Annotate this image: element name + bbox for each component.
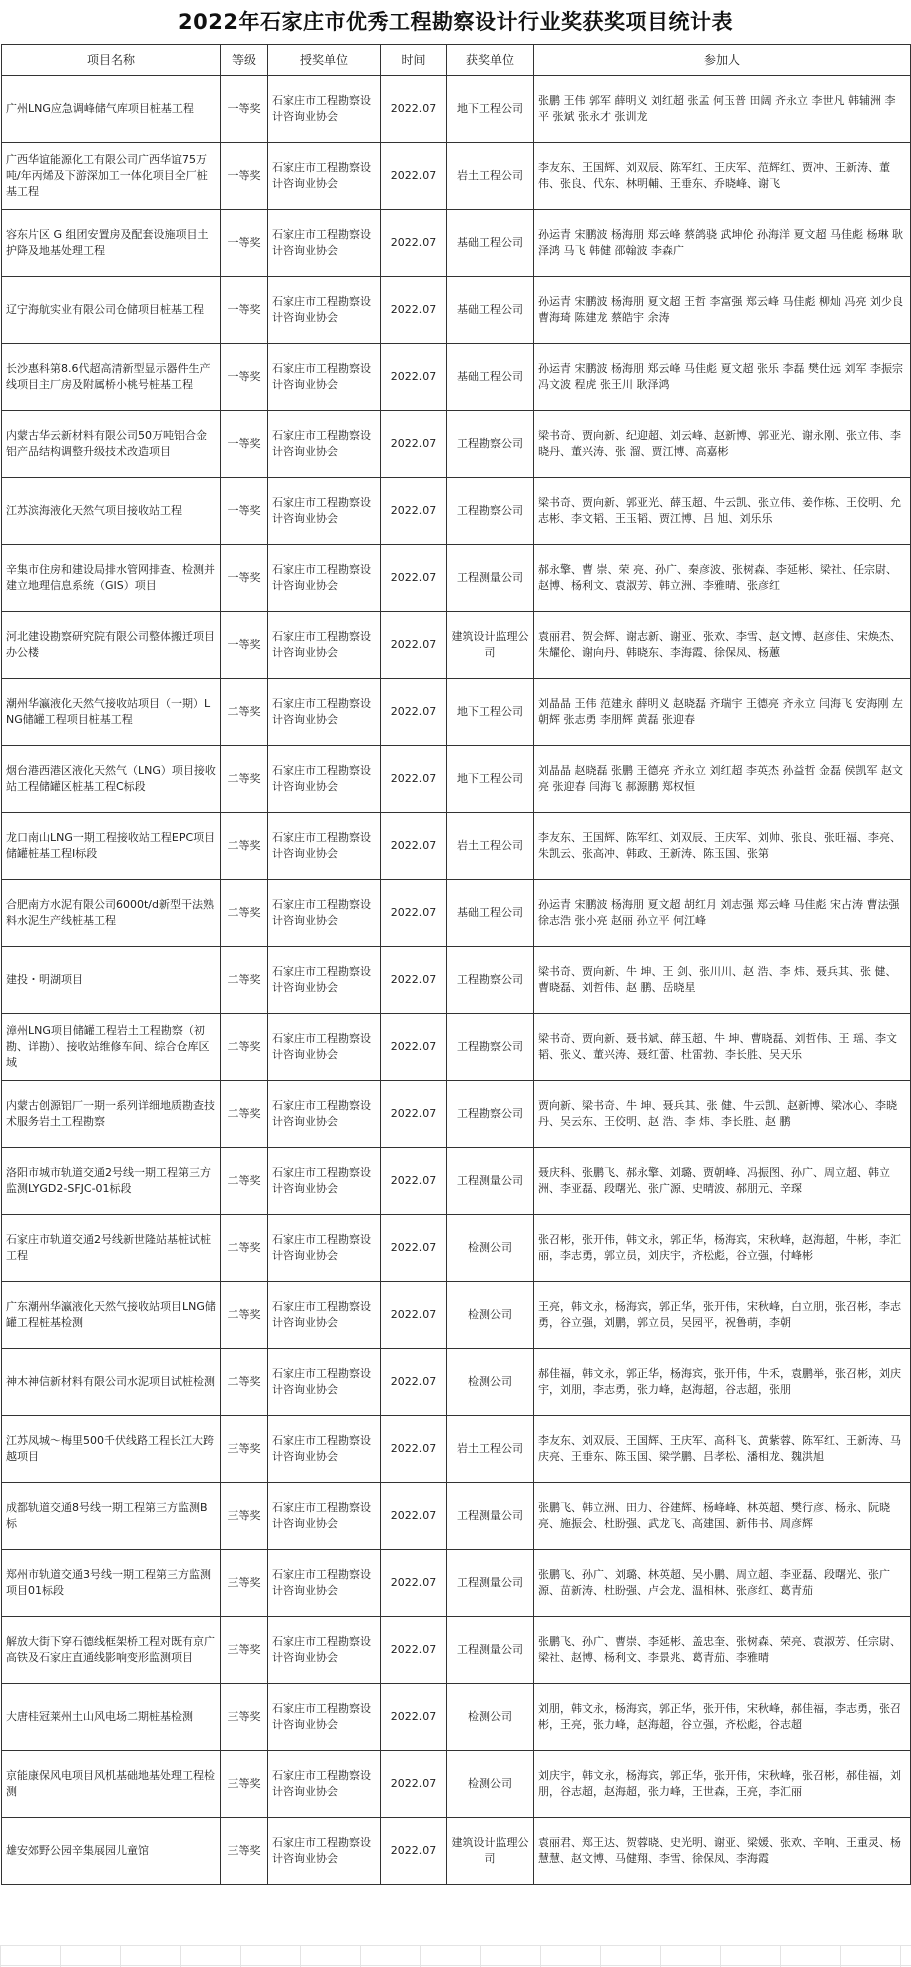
cell-unit: 工程测量公司 — [447, 1617, 534, 1684]
awards-table — [1, 44, 911, 1885]
cell-people: 张鹏 王伟 郭军 薛明义 刘红超 张孟 何玉普 田阔 齐永立 李世凡 韩辅洲 李平 张斌 张永才 张训龙 — [534, 76, 911, 143]
cell-unit: 地下工程公司 — [447, 679, 534, 746]
cell-people: 张鹏飞、韩立洲、田力、谷建辉、杨峰峰、林英超、樊行彦、杨永、阮晓亮、施振会、杜盼强、武龙飞、高建国、新伟书、周彦辉 — [534, 1483, 911, 1550]
cell-people: 刘朋，韩文永，杨海宾，郭正华，张开伟，宋秋峰，郝佳福，李志勇，张召彬，王亮，张力峰，赵海超，谷立强，齐松彪，谷志超 — [534, 1684, 911, 1751]
table-row — [2, 1751, 911, 1818]
cell-project: 建投・明湖项目 — [2, 947, 221, 1014]
cell-project: 龙口南山LNG一期工程接收站工程EPC项目储罐桩基工程Ⅰ标段 — [2, 813, 221, 880]
cell-awarder: 石家庄市工程勘察设计咨询业协会 — [268, 1550, 381, 1617]
cell-people: 郝永擎、曹 崇、荣 亮、孙广、秦彦波、张树森、李延彬、梁社、任宗尉、赵博、杨利文、袁淑芳、韩立洲、李雅晴、张彦红 — [534, 545, 911, 612]
cell-awarder: 石家庄市工程勘察设计咨询业协会 — [268, 679, 381, 746]
cell-grade: 三等奖 — [221, 1483, 268, 1550]
cell-awarder: 石家庄市工程勘察设计咨询业协会 — [268, 545, 381, 612]
cell-people: 王亮，韩文永，杨海宾，郭正华，张开伟，宋秋峰，白立朋，张召彬，李志勇，谷立强，刘鹏，郭立员，吴园平，祝鲁萌，李朝 — [534, 1282, 911, 1349]
cell-awarder: 石家庄市工程勘察设计咨询业协会 — [268, 746, 381, 813]
cell-awarder: 石家庄市工程勘察设计咨询业协会 — [268, 76, 381, 143]
cell-people: 贾向新、梁书奇、牛 坤、聂兵其、张 健、牛云凯、赵新博、梁冰心、李晓丹、吴云东、王佼明、赵 浩、李 炜、李长胜、赵 鹏 — [534, 1081, 911, 1148]
cell-awarder: 石家庄市工程勘察设计咨询业协会 — [268, 1483, 381, 1550]
cell-awarder: 石家庄市工程勘察设计咨询业协会 — [268, 478, 381, 545]
cell-project: 河北建设勘察研究院有限公司整体搬迁项目办公楼 — [2, 612, 221, 679]
cell-unit: 地下工程公司 — [447, 746, 534, 813]
table-row — [2, 1483, 911, 1550]
cell-project: 内蒙古创源铝厂一期一系列详细地质勘查技术服务岩土工程勘察 — [2, 1081, 221, 1148]
cell-date: 2022.07 — [381, 1416, 447, 1483]
cell-unit: 基础工程公司 — [447, 210, 534, 277]
cell-grade: 一等奖 — [221, 76, 268, 143]
cell-unit: 工程勘察公司 — [447, 947, 534, 1014]
cell-grade: 三等奖 — [221, 1818, 268, 1885]
cell-grade: 二等奖 — [221, 1014, 268, 1081]
table-row — [2, 1416, 911, 1483]
cell-grade: 二等奖 — [221, 1215, 268, 1282]
table-row — [2, 880, 911, 947]
cell-project: 京能康保风电项目风机基础地基处理工程检测 — [2, 1751, 221, 1818]
cell-unit: 工程勘察公司 — [447, 1081, 534, 1148]
cell-grade: 一等奖 — [221, 545, 268, 612]
cell-awarder: 石家庄市工程勘察设计咨询业协会 — [268, 1014, 381, 1081]
cell-grade: 二等奖 — [221, 947, 268, 1014]
table-row — [2, 1684, 911, 1751]
cell-awarder: 石家庄市工程勘察设计咨询业协会 — [268, 813, 381, 880]
table-row — [2, 1282, 911, 1349]
cell-project: 容东片区 G 组团安置房及配套设施项目土护降及地基处理工程 — [2, 210, 221, 277]
cell-unit: 岩土工程公司 — [447, 813, 534, 880]
cell-people: 梁书奇、贾向新、牛 坤、王 剑、张川川、赵 浩、李 炜、聂兵其、张 健、曹晓磊、刘哲伟、赵 鹏、岳晓星 — [534, 947, 911, 1014]
cell-people: 刘庆宇，韩文永，杨海宾，郭正华，张开伟，宋秋峰，张召彬，郝佳福，刘朋，谷志超，赵海超，张力峰，王世森，王亮，李汇丽 — [534, 1751, 911, 1818]
cell-unit: 地下工程公司 — [447, 76, 534, 143]
table-row — [2, 1215, 911, 1282]
page-title: 2022年石家庄市优秀工程勘察设计行业奖获奖项目统计表 — [178, 10, 733, 34]
cell-people: 聂庆科、张鹏飞、郝永擎、刘璐、贾朝峰、冯振图、孙广、周立超、韩立洲、李亚磊、段曙光、张广源、史晴波、郝朋元、辛琛 — [534, 1148, 911, 1215]
cell-people: 袁丽君、贺会辉、谢志新、谢亚、张欢、李雪、赵文博、赵彦佳、宋焕杰、朱耀伦、谢向丹、韩晓东、李海霞、徐保凤、杨蕙 — [534, 612, 911, 679]
cell-unit: 岩土工程公司 — [447, 1416, 534, 1483]
table-row — [2, 478, 911, 545]
cell-grade: 二等奖 — [221, 1282, 268, 1349]
cell-awarder: 石家庄市工程勘察设计咨询业协会 — [268, 344, 381, 411]
cell-project: 雄安郊野公园辛集展园儿童馆 — [2, 1818, 221, 1885]
cell-awarder: 石家庄市工程勘察设计咨询业协会 — [268, 1751, 381, 1818]
cell-project: 烟台港西港区液化天然气（LNG）项目接收站工程储罐区桩基工程C标段 — [2, 746, 221, 813]
cell-grade: 一等奖 — [221, 143, 268, 210]
cell-date: 2022.07 — [381, 1282, 447, 1349]
cell-date: 2022.07 — [381, 344, 447, 411]
cell-awarder: 石家庄市工程勘察设计咨询业协会 — [268, 947, 381, 1014]
table-row — [2, 76, 911, 143]
table-row — [2, 746, 911, 813]
table-row — [2, 545, 911, 612]
cell-date: 2022.07 — [381, 1550, 447, 1617]
cell-date: 2022.07 — [381, 1483, 447, 1550]
cell-date: 2022.07 — [381, 478, 447, 545]
cell-unit: 工程测量公司 — [447, 1483, 534, 1550]
cell-date: 2022.07 — [381, 813, 447, 880]
cell-people: 孙运青 宋鹏波 杨海朋 夏文超 王哲 李富强 郑云峰 马佳彪 柳灿 冯亮 刘少良 曹海琦 陈建龙 蔡皓宇 余涛 — [534, 277, 911, 344]
header-people: 参加人 — [534, 45, 911, 76]
header-awarder: 授奖单位 — [268, 45, 381, 76]
table-row — [2, 1081, 911, 1148]
cell-grade: 一等奖 — [221, 411, 268, 478]
cell-date: 2022.07 — [381, 1349, 447, 1416]
cell-date: 2022.07 — [381, 1818, 447, 1885]
cell-people: 孙运青 宋鹏波 杨海朋 郑云峰 蔡鸽骁 武坤伦 孙海洋 夏文超 马佳彪 杨琳 耿泽鸿 马飞 韩健 邵翰波 李森广 — [534, 210, 911, 277]
cell-date: 2022.07 — [381, 76, 447, 143]
cell-project: 江苏滨海液化天然气项目接收站工程 — [2, 478, 221, 545]
cell-unit: 检测公司 — [447, 1751, 534, 1818]
cell-project: 洛阳市城市轨道交通2号线一期工程第三方监测LYGD2-SFJC-01标段 — [2, 1148, 221, 1215]
cell-unit: 基础工程公司 — [447, 880, 534, 947]
cell-project: 漳州LNG项目储罐工程岩土工程勘察（初勘、详勘）、接收站维修车间、综合仓库区域 — [2, 1014, 221, 1081]
cell-grade: 三等奖 — [221, 1684, 268, 1751]
cell-people: 李友东、王国辉、刘双辰、陈军红、王庆军、范辉红、贾冲、王新涛、董伟、张良、代东、林明輔、王垂东、乔晓峰、谢飞 — [534, 143, 911, 210]
cell-grade: 二等奖 — [221, 746, 268, 813]
cell-project: 神木神信新材料有限公司水泥项目试桩检测 — [2, 1349, 221, 1416]
cell-date: 2022.07 — [381, 1684, 447, 1751]
cell-people: 刘晶晶 王伟 范建永 薛明义 赵晓磊 齐瑞宇 王德亮 齐永立 闫海飞 安海刚 左朝辉 张志勇 李朋辉 黄磊 张迎春 — [534, 679, 911, 746]
cell-project: 辛集市住房和建设局排水管网排查、检测并建立地理信息系统（GIS）项目 — [2, 545, 221, 612]
cell-awarder: 石家庄市工程勘察设计咨询业协会 — [268, 210, 381, 277]
cell-project: 内蒙古华云新材料有限公司50万吨铝合金铝产品结构调整升级技术改造项目 — [2, 411, 221, 478]
cell-awarder: 石家庄市工程勘察设计咨询业协会 — [268, 1684, 381, 1751]
cell-date: 2022.07 — [381, 746, 447, 813]
cell-awarder: 石家庄市工程勘察设计咨询业协会 — [268, 1349, 381, 1416]
cell-people: 孙运青 宋鹏波 杨海朋 夏文超 胡红月 刘志强 郑云峰 马佳彪 宋占涛 曹法强 徐志浩 张小亮 赵丽 孙立平 何江峰 — [534, 880, 911, 947]
table-row — [2, 210, 911, 277]
cell-grade: 二等奖 — [221, 1148, 268, 1215]
table-row — [2, 813, 911, 880]
cell-date: 2022.07 — [381, 1215, 447, 1282]
cell-people: 李友东、王国辉、陈军红、刘双辰、王庆军、刘帅、张良、张旺福、李亮、朱凯云、张高冲、韩政、王新涛、陈玉国、张第 — [534, 813, 911, 880]
cell-project: 长沙惠科第8.6代超高清新型显示器件生产线项目主厂房及附属桥小桃号桩基工程 — [2, 344, 221, 411]
header-date: 时间 — [381, 45, 447, 76]
cell-unit: 检测公司 — [447, 1684, 534, 1751]
cell-unit: 建筑设计监理公司 — [447, 1818, 534, 1885]
cell-grade: 二等奖 — [221, 880, 268, 947]
cell-date: 2022.07 — [381, 679, 447, 746]
cell-unit: 工程勘察公司 — [447, 411, 534, 478]
cell-unit: 工程测量公司 — [447, 1148, 534, 1215]
cell-grade: 一等奖 — [221, 612, 268, 679]
cell-project: 成都轨道交通8号线一期工程第三方监测B标 — [2, 1483, 221, 1550]
cell-awarder: 石家庄市工程勘察设计咨询业协会 — [268, 1282, 381, 1349]
cell-date: 2022.07 — [381, 1081, 447, 1148]
cell-project: 潮州华瀛液化天然气接收站项目（一期）LNG储罐工程项目桩基工程 — [2, 679, 221, 746]
cell-unit: 建筑设计监理公司 — [447, 612, 534, 679]
table-row — [2, 679, 911, 746]
cell-date: 2022.07 — [381, 277, 447, 344]
table-row — [2, 1617, 911, 1684]
cell-grade: 一等奖 — [221, 478, 268, 545]
header-row — [2, 45, 911, 76]
cell-project: 广东潮州华瀛液化天然气接收站项目LNG储罐工程桩基检测 — [2, 1282, 221, 1349]
cell-grade: 一等奖 — [221, 277, 268, 344]
cell-project: 合肥南方水泥有限公司6000t/d新型干法熟料水泥生产线桩基工程 — [2, 880, 221, 947]
cell-date: 2022.07 — [381, 1617, 447, 1684]
cell-grade: 三等奖 — [221, 1751, 268, 1818]
cell-people: 梁书奇、贾向新、聂书斌、薛玉超、牛 坤、曹晓磊、刘哲伟、王 瑶、李文韬、张义、董兴涛、聂红蕾、杜雷勃、李长胜、吴天乐 — [534, 1014, 911, 1081]
table-body — [2, 76, 911, 1885]
cell-people: 梁书奇、贾向新、郭亚光、薛玉超、牛云凯、张立伟、姜作栋、王佼明、允志彬、李文韬、王玉韬、贾江博、吕 旭、刘乐乐 — [534, 478, 911, 545]
cell-grade: 一等奖 — [221, 344, 268, 411]
cell-unit: 基础工程公司 — [447, 277, 534, 344]
cell-project: 郑州市轨道交通3号线一期工程第三方监测项目01标段 — [2, 1550, 221, 1617]
cell-project: 辽宁海航实业有限公司仓储项目桩基工程 — [2, 277, 221, 344]
cell-date: 2022.07 — [381, 1014, 447, 1081]
cell-project: 广西华谊能源化工有限公司广西华谊75万吨/年丙烯及下游深加工一体化项目全厂桩基工程 — [2, 143, 221, 210]
cell-awarder: 石家庄市工程勘察设计咨询业协会 — [268, 277, 381, 344]
header-grade: 等级 — [221, 45, 268, 76]
cell-people: 梁书奇、贾向新、纪迎超、刘云峰、赵新博、郭亚光、谢永刚、张立伟、李晓丹、董兴涛、张 溜、贾江博、高嘉彬 — [534, 411, 911, 478]
cell-awarder: 石家庄市工程勘察设计咨询业协会 — [268, 1148, 381, 1215]
cell-grade: 三等奖 — [221, 1550, 268, 1617]
cell-awarder: 石家庄市工程勘察设计咨询业协会 — [268, 143, 381, 210]
cell-awarder: 石家庄市工程勘察设计咨询业协会 — [268, 1617, 381, 1684]
cell-unit: 检测公司 — [447, 1282, 534, 1349]
cell-grade: 三等奖 — [221, 1416, 268, 1483]
cell-unit: 工程测量公司 — [447, 1550, 534, 1617]
cell-people: 张召彬，张开伟，韩文永，郭正华，杨海宾，宋秋峰，赵海超，牛彬，李汇丽，李志勇，郭立员，刘庆宇，齐松彪，谷立强，付峰彬 — [534, 1215, 911, 1282]
cell-people: 张鹏飞、孙广、刘璐、林英超、吴小鹏、周立超、李亚磊、段曙光、张广源、苗新涛、杜盼强、卢会龙、温相林、张彦红、葛青茄 — [534, 1550, 911, 1617]
cell-project: 解放大街下穿石德线框架桥工程对既有京广高铁及石家庄直通线影响变形监测项目 — [2, 1617, 221, 1684]
cell-unit: 检测公司 — [447, 1215, 534, 1282]
cell-unit: 基础工程公司 — [447, 344, 534, 411]
cell-people: 郝佳福，韩文永，郭正华，杨海宾，张开伟，牛禾，袁鹏举，张召彬，刘庆宇，刘朋，李志勇，张力峰，赵海超，谷志超，张朋 — [534, 1349, 911, 1416]
cell-awarder: 石家庄市工程勘察设计咨询业协会 — [268, 1416, 381, 1483]
cell-date: 2022.07 — [381, 143, 447, 210]
cell-people: 李友东、刘双辰、王国辉、王庆军、高科飞、黄紫蓉、陈军红、王新涛、马庆亮、王垂东、陈玉国、梁学鹏、吕孝松、潘相龙、魏洪旭 — [534, 1416, 911, 1483]
cell-grade: 二等奖 — [221, 1081, 268, 1148]
cell-date: 2022.07 — [381, 210, 447, 277]
cell-unit: 岩土工程公司 — [447, 143, 534, 210]
cell-date: 2022.07 — [381, 545, 447, 612]
table-row — [2, 947, 911, 1014]
cell-grade: 二等奖 — [221, 679, 268, 746]
cell-awarder: 石家庄市工程勘察设计咨询业协会 — [268, 1818, 381, 1885]
cell-unit: 工程勘察公司 — [447, 478, 534, 545]
table-row — [2, 1148, 911, 1215]
table-row — [2, 344, 911, 411]
cell-people: 张鹏飞、孙广、曹崇、李延彬、盖忠奎、张树森、荣亮、袁淑芳、任宗尉、梁社、赵博、杨利文、李景兆、葛青茄、李雅晴 — [534, 1617, 911, 1684]
cell-awarder: 石家庄市工程勘察设计咨询业协会 — [268, 880, 381, 947]
cell-people: 刘晶晶 赵晓磊 张鹏 王德亮 齐永立 刘红超 李英杰 孙益哲 金磊 侯凯军 赵文亮 张迎春 闫海飞 郝源鹏 郑权恒 — [534, 746, 911, 813]
cell-project: 大唐桂冠莱州土山风电场二期桩基检测 — [2, 1684, 221, 1751]
cell-date: 2022.07 — [381, 880, 447, 947]
cell-awarder: 石家庄市工程勘察设计咨询业协会 — [268, 1081, 381, 1148]
cell-project: 江苏凤城～梅里500千伏线路工程长江大跨越项目 — [2, 1416, 221, 1483]
table-row — [2, 1818, 911, 1885]
cell-date: 2022.07 — [381, 947, 447, 1014]
table-row — [2, 612, 911, 679]
cell-date: 2022.07 — [381, 411, 447, 478]
cell-project: 广州LNG应急调峰储气库项目桩基工程 — [2, 76, 221, 143]
table-row — [2, 277, 911, 344]
empty-grid-area — [0, 1945, 911, 1967]
cell-people: 袁丽君、郑王达、贺蓉晓、史光明、谢亚、梁媛、张欢、辛响、王重灵、杨慧慧、赵文博、马健翔、李雪、徐保凤、李海霞 — [534, 1818, 911, 1885]
cell-awarder: 石家庄市工程勘察设计咨询业协会 — [268, 411, 381, 478]
cell-awarder: 石家庄市工程勘察设计咨询业协会 — [268, 1215, 381, 1282]
table-row — [2, 1014, 911, 1081]
cell-grade: 三等奖 — [221, 1617, 268, 1684]
table-row — [2, 1550, 911, 1617]
table-row — [2, 411, 911, 478]
header-project: 项目名称 — [2, 45, 221, 76]
cell-date: 2022.07 — [381, 1751, 447, 1818]
cell-unit: 工程测量公司 — [447, 545, 534, 612]
header-unit: 获奖单位 — [447, 45, 534, 76]
cell-unit: 检测公司 — [447, 1349, 534, 1416]
table-row — [2, 143, 911, 210]
cell-people: 孙运青 宋鹏波 杨海朋 郑云峰 马佳彪 夏文超 张乐 李磊 樊仕远 刘军 李振宗 冯文波 程虎 张王川 耿泽鸿 — [534, 344, 911, 411]
cell-grade: 二等奖 — [221, 1349, 268, 1416]
table-row — [2, 1349, 911, 1416]
cell-grade: 二等奖 — [221, 813, 268, 880]
cell-date: 2022.07 — [381, 1148, 447, 1215]
cell-unit: 工程勘察公司 — [447, 1014, 534, 1081]
cell-project: 石家庄市轨道交通2号线新世隆站基桩试桩工程 — [2, 1215, 221, 1282]
cell-date: 2022.07 — [381, 612, 447, 679]
cell-grade: 一等奖 — [221, 210, 268, 277]
cell-awarder: 石家庄市工程勘察设计咨询业协会 — [268, 612, 381, 679]
